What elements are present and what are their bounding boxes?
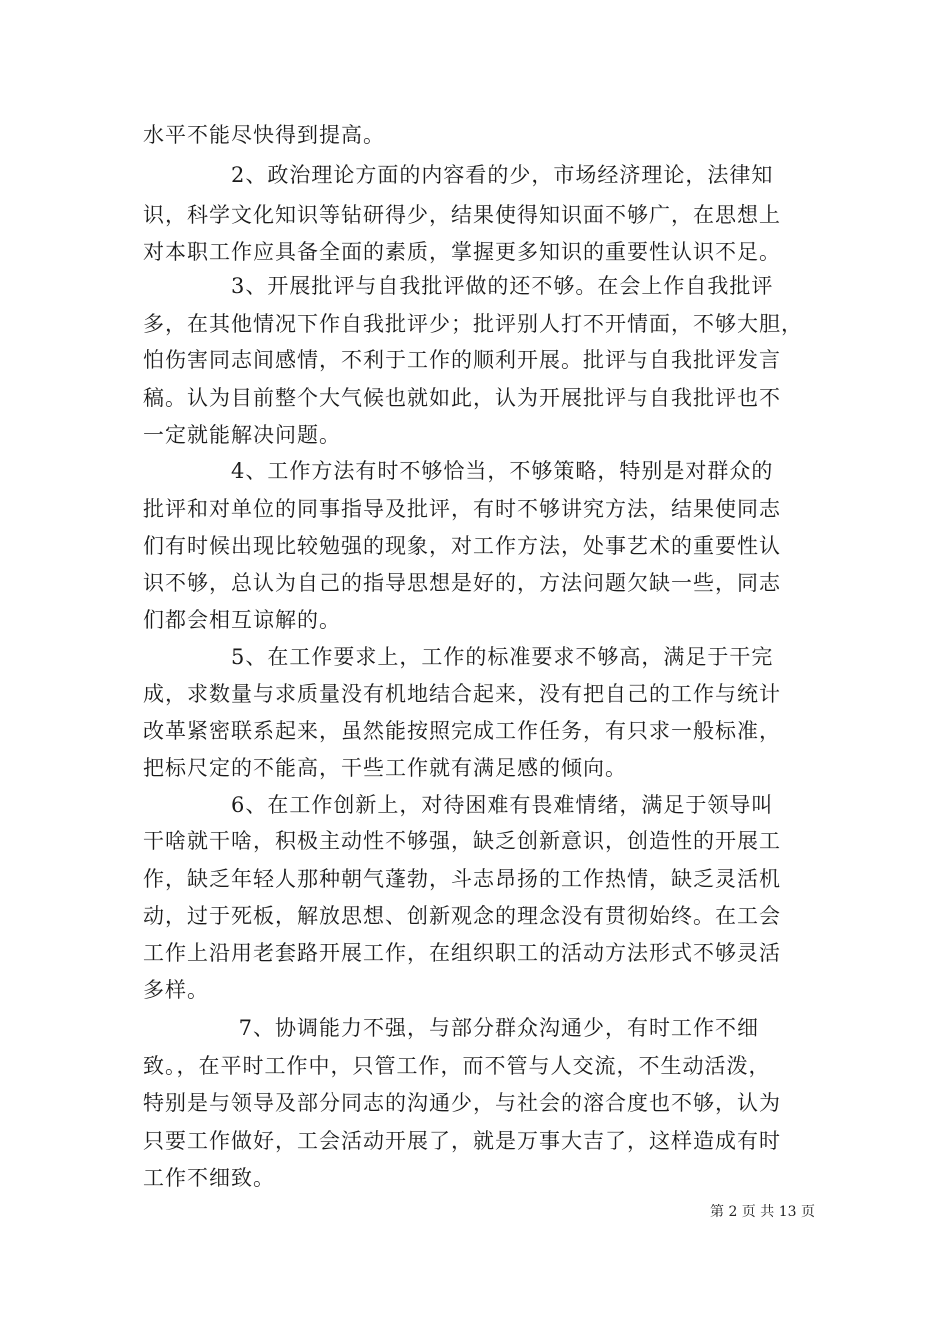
text-line: 2、政治理论方面的内容看的少，市场经济理论，法律知 (143, 163, 774, 187)
text-line: 们都会相互谅解的。 (143, 608, 341, 632)
text-line: 多样。 (143, 978, 209, 1002)
text-line: 识，科学文化知识等钻研得少，结果使得知识面不够广，在思想上 (143, 203, 781, 227)
text-line: 把标尺定的不能高，干些工作就有满足感的倾向。 (143, 756, 627, 780)
text-line: 工作上沿用老套路开展工作，在组织职工的活动方法形式不够灵活 (143, 941, 781, 965)
text-line: 7、协调能力不强，与部分群众沟通少，有时工作不细 (143, 1016, 760, 1040)
text-line: 干啥就干啥，积极主动性不够强，缺乏创新意识，创造性的开展工 (143, 829, 781, 853)
text-line: 水平不能尽快得到提高。 (143, 123, 385, 147)
text-line: 批评和对单位的同事指导及批评，有时不够讲究方法，结果使同志 (143, 497, 781, 521)
text-line: 6、在工作创新上，对待困难有畏难情绪，满足于领导叫 (143, 793, 774, 817)
text-line: 改革紧密联系起来，虽然能按照完成工作任务，有只求一般标准， (143, 719, 781, 743)
text-line: 5、在工作要求上，工作的标准要求不够高，满足于干完 (143, 645, 774, 669)
text-line: 稿。认为目前整个大气候也就如此，认为开展批评与自我批评也不 (143, 386, 781, 410)
text-line: 识不够，总认为自己的指导思想是好的，方法问题欠缺一些，同志 (143, 571, 781, 595)
text-line: 成，求数量与求质量没有机地结合起来，没有把自己的工作与统计 (143, 682, 781, 706)
text-line: 作，缺乏年轻人那种朝气蓬勃，斗志昂扬的工作热情，缺乏灵活机 (143, 867, 781, 891)
text-line: 怕伤害同志间感情，不利于工作的顺利开展。批评与自我批评发言 (143, 348, 781, 372)
page-number: 第 2 页 共 13 页 (710, 1204, 815, 1220)
text-line: 致。，在平时工作中，只管工作，而不管与人交流，不生动活泼， (143, 1054, 771, 1078)
text-line: 一定就能解决问题。 (143, 423, 341, 447)
text-line: 多，在其他情况下作自我批评少；批评别人打不开情面，不够大胆， (143, 312, 803, 336)
text-line: 工作不细致。 (143, 1166, 275, 1190)
text-line: 只要工作做好，工会活动开展了，就是万事大吉了，这样造成有时 (143, 1129, 781, 1153)
text-line: 动，过于死板，解放思想、创新观念的理念没有贯彻始终。在工会 (143, 904, 781, 928)
text-line: 对本职工作应具备全面的素质，掌握更多知识的重要性认识不足。 (143, 240, 781, 264)
text-line: 们有时候出现比较勉强的现象，对工作方法，处事艺术的重要性认 (143, 534, 781, 558)
text-line: 3、开展批评与自我批评做的还不够。在会上作自我批评 (143, 274, 774, 298)
text-line: 4、工作方法有时不够恰当，不够策略，特别是对群众的 (143, 459, 774, 483)
text-line: 特别是与领导及部分同志的沟通少，与社会的溶合度也不够，认为 (143, 1091, 781, 1115)
